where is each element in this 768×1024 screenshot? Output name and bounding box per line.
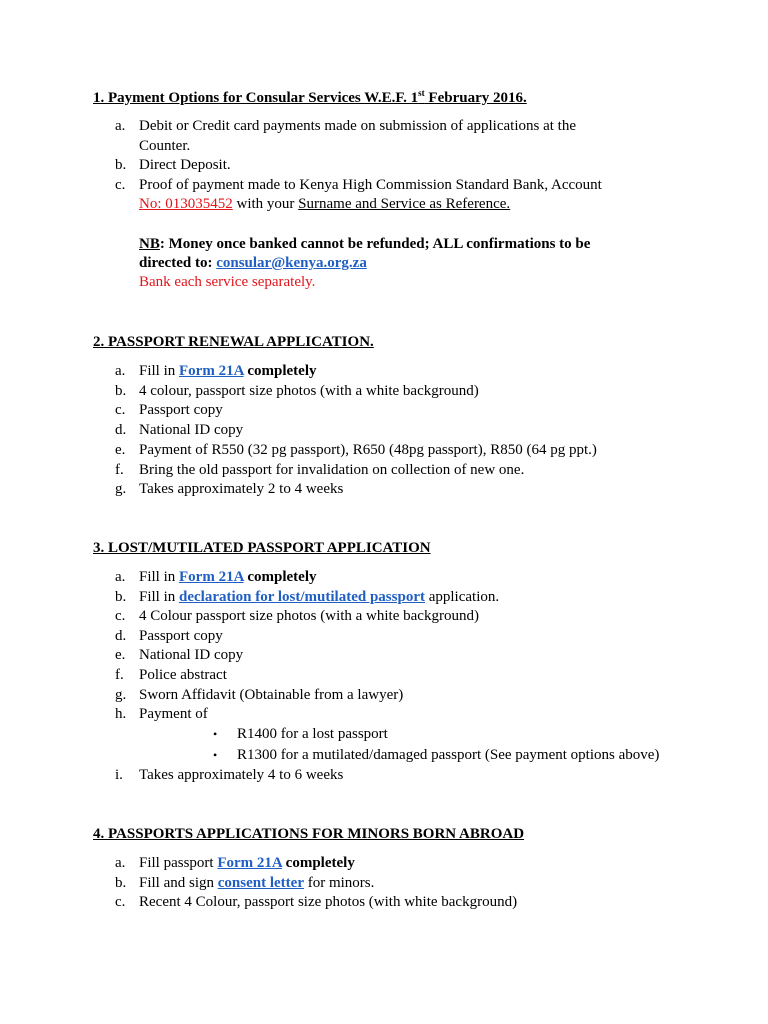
list-text: Recent 4 Colour, passport size photos (with white background) — [139, 894, 518, 910]
list-text: Takes approximately 4 to 6 weeks — [139, 767, 344, 783]
list-text-post: completely — [281, 855, 355, 871]
list-marker: f. — [115, 461, 124, 478]
list-text: Direct Deposit. — [139, 157, 231, 173]
list-text: Payment of — [139, 706, 208, 723]
bullet-text: R1400 for a lost passport — [237, 726, 388, 742]
list-text: Proof of payment made to Kenya High Commission Standard Bank, Account — [139, 177, 602, 193]
list-marker: e. — [115, 441, 126, 458]
list-marker: a. — [115, 363, 126, 379]
nb-text: directed to: — [139, 255, 217, 271]
list-text: Passport copy — [139, 402, 223, 419]
nb-note-continued — [139, 254, 367, 272]
list-text-pre: Fill and sign — [139, 874, 218, 891]
list-text: National ID copy — [139, 647, 244, 664]
list-text — [139, 588, 499, 606]
list-text: Takes approximately 2 to 4 weeks — [139, 481, 344, 498]
list-text — [139, 854, 355, 872]
list-text: Bring the old passport for invalidation on collection of new one. — [139, 461, 525, 478]
list-text: National ID copy — [139, 422, 244, 439]
list-text — [139, 362, 316, 380]
list-text: Counter. — [139, 138, 191, 154]
list-text-pre: Fill passport — [139, 855, 218, 871]
nb-text: : Money once banked cannot be refunded; ALL confirmations to be — [159, 236, 591, 252]
document-link[interactable]: declaration for lost/mutilated passport — [179, 588, 425, 605]
list-text-pre: Fill in — [139, 363, 180, 379]
list-text: 4 colour, passport size photos (with a white background) — [139, 382, 479, 399]
list-marker: b. — [115, 588, 127, 605]
heading-text: 1. Payment Options for Consular Services W.E.F. 1 — [93, 90, 419, 106]
list-marker: b. — [115, 874, 127, 891]
list-text-pre: Fill in — [139, 569, 180, 585]
list-marker: f. — [115, 667, 124, 683]
reference-note: Surname and Service as Reference. — [298, 196, 511, 212]
list-text: with your — [232, 196, 299, 212]
account-number: No: 013035452 — [139, 196, 233, 212]
section-3-heading: 3. LOST/MUTILATED PASSPORT APPLICATION — [93, 540, 431, 556]
list-marker: d. — [115, 627, 127, 644]
heading-superscript: st — [418, 88, 425, 98]
account-line — [139, 195, 510, 213]
document-link[interactable]: consent letter — [217, 874, 304, 891]
list-marker: b. — [115, 382, 127, 399]
section-4-heading: 4. PASSPORTS APPLICATIONS FOR MINORS BORN ABROAD — [93, 826, 525, 842]
document-link[interactable]: Form 21A — [179, 363, 244, 379]
list-marker: d. — [115, 422, 127, 439]
list-text: Sworn Affidavit (Obtainable from a lawyer) — [139, 686, 404, 703]
section-2-heading: 2. PASSPORT RENEWAL APPLICATION. — [93, 334, 374, 350]
list-marker: c. — [115, 402, 126, 419]
list-text-post: for minors. — [303, 874, 375, 891]
heading-text-end: February 2016. — [424, 90, 527, 106]
list-text — [139, 568, 316, 586]
list-text: Payment of R550 (32 pg passport), R650 (48pg passport), R850 (64 pg ppt.) — [139, 441, 597, 458]
list-marker: b. — [115, 157, 127, 173]
section-1-heading — [93, 89, 527, 107]
list-text-post: completely — [243, 363, 317, 379]
list-text-post: application. — [424, 588, 500, 605]
bullet-text: R1300 for a mutilated/damaged passport (See payment options above) — [237, 747, 660, 763]
list-text — [139, 874, 374, 892]
document-link[interactable]: Form 21A — [217, 855, 282, 871]
nb-label: NB — [139, 236, 160, 252]
nb-note — [139, 235, 590, 253]
email-link[interactable]: consular@kenya.org.za — [216, 255, 367, 271]
list-text: Police abstract — [139, 667, 227, 683]
list-text: Debit or Credit card payments made on submission of applications at the — [139, 118, 576, 134]
list-marker: c. — [115, 177, 126, 193]
list-marker: c. — [115, 894, 126, 910]
document-link[interactable]: Form 21A — [179, 569, 244, 585]
list-marker: i. — [115, 767, 123, 783]
bank-separately-note: Bank each service separately. — [139, 274, 316, 290]
list-marker: g. — [115, 481, 127, 498]
list-marker: a. — [115, 855, 126, 871]
list-text: Passport copy — [139, 627, 223, 644]
list-marker: a. — [115, 118, 126, 134]
bullet-icon: • — [213, 748, 218, 762]
list-text-pre: Fill in — [139, 588, 180, 605]
list-marker: e. — [115, 647, 126, 664]
list-text-post: completely — [243, 569, 317, 585]
list-marker: c. — [115, 608, 126, 625]
list-text: 4 Colour passport size photos (with a white background) — [139, 608, 479, 625]
list-marker: a. — [115, 569, 126, 585]
list-marker: h. — [115, 706, 127, 723]
bullet-icon: • — [213, 727, 218, 741]
list-marker: g. — [115, 686, 127, 703]
